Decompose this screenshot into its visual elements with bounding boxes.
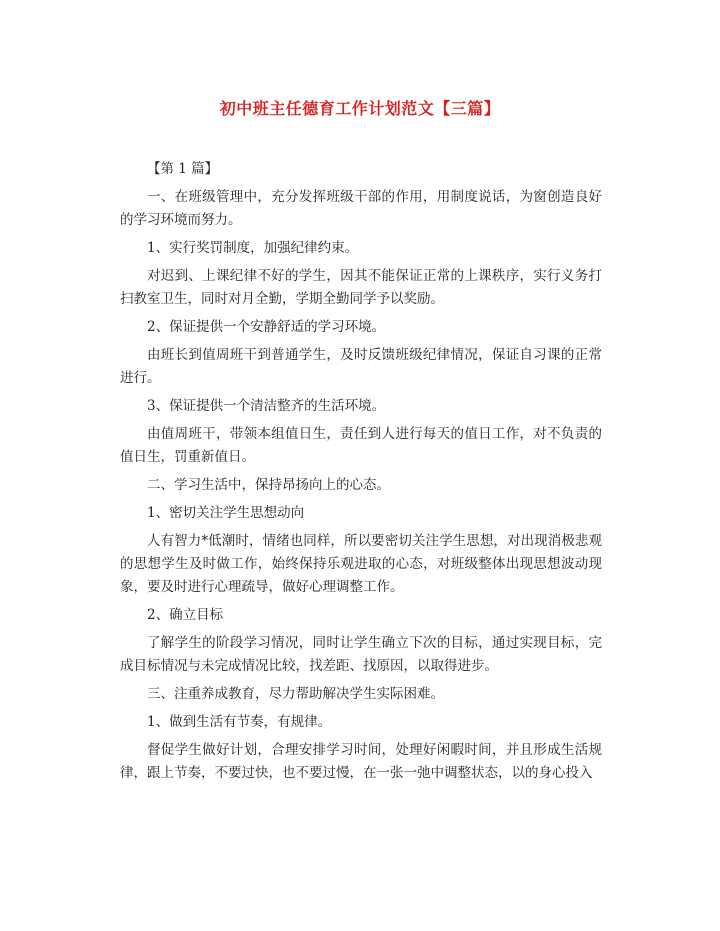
paragraph: 对迟到、上课纪律不好的学生，因其不能保证正常的上课秩序，实行义务打扫教室卫生，同时对月全勤，学期全勤同学予以奖励。 (120, 268, 602, 307)
document-body (120, 158, 602, 790)
paragraph: 三、注重养成教育，尽力帮助解决学生实际困难。 (147, 686, 444, 702)
paragraph: 督促学生做好计划，合理安排学习时间，处理好闲暇时间，并且形成生活规律，跟上节奏，不要过快，也不要过慢，在一张一弛中调整状态，以的身心投入 (120, 742, 602, 781)
paragraph: 1、做到生活有节奏，有规律。 (147, 714, 332, 730)
paragraph: 2、确立目标 (147, 607, 224, 623)
paragraph: 二、学习生活中，保持昂扬向上的心态。 (147, 477, 390, 493)
paragraph: 3、保证提供一个清洁整齐的生活环境。 (147, 398, 386, 414)
paragraph: 2、保证提供一个安静舒适的学习环境。 (147, 319, 386, 335)
paragraph: 由值周班干，带领本组值日生，责任到人进行每天的值日工作，对不负责的值日生，罚重新值日。 (120, 426, 602, 465)
paragraph: 1、密切关注学生思想动向 (147, 505, 305, 521)
paragraph: 了解学生的阶段学习情况，同时让学生确立下次的目标，通过实现目标，完成目标情况与未完成情况比较，找差距、找原因，以取得进步。 (120, 635, 602, 674)
paragraph: 1、实行奖罚制度，加强纪律约束。 (147, 240, 359, 256)
paragraph: 由班长到值周班干到普通学生，及时反馈班级纪律情况，保证自习课的正常进行。 (120, 347, 602, 386)
section-heading: 【第 1 篇】 (147, 161, 219, 177)
paragraph: 一、在班级管理中，充分发挥班级干部的作用，用制度说话，为窗创造良好的学习环境而努力。 (120, 189, 602, 228)
document-title: 初中班主任德育工作计划范文【三篇】 (219, 99, 501, 118)
paragraph: 人有智力*低潮时，情绪也同样，所以要密切关注学生思想，对出现消极悲观的思想学生及时做工作，始终保持乐观进取的心态，对班级整体出现思想波动现象，要及时进行心理疏导，做好心理调整工作。 (120, 533, 602, 595)
